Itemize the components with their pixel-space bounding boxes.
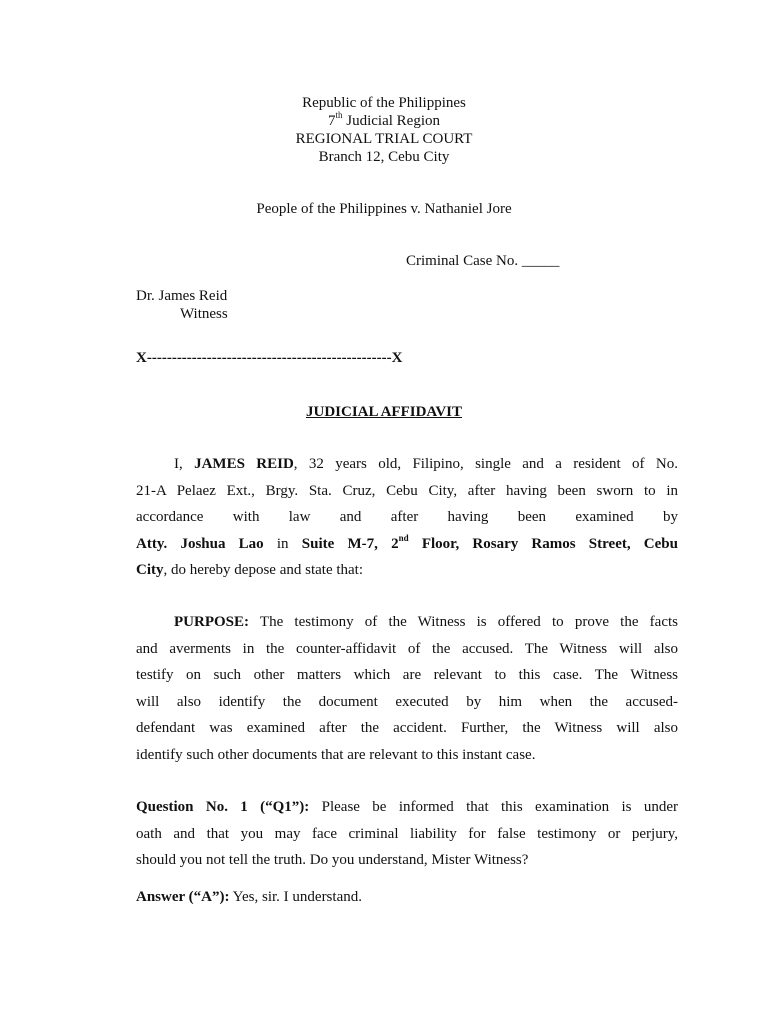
court-header <box>0 94 768 166</box>
question-1 <box>136 794 678 874</box>
intro-line-2: 21-A Pelaez Ext., Brgy. Sta. Cruz, Cebu City, after having been sworn to in <box>136 482 678 499</box>
witness-role: Witness <box>180 306 228 322</box>
question-1-line-2: oath and that you may face criminal liability for false testimony or perjury, <box>136 825 678 842</box>
answer-1-label: Answer (“A”): <box>136 889 230 905</box>
attorney-name: Atty. Joshua Lao <box>136 535 264 552</box>
intro-line-5: City, do hereby depose and state that: <box>136 562 364 578</box>
intro-line-4: Atty. Joshua Lao in Suite M-7, 2nd Floor, Rosary Ramos Street, Cebu <box>136 532 678 552</box>
header-republic: Republic of the Philippines <box>302 95 466 111</box>
header-branch: Branch 12, Cebu City <box>318 149 450 165</box>
purpose-line-5: defendant was examined after the accident. Further, the Witness will also <box>136 720 678 736</box>
document-title: JUDICIAL AFFIDAVIT <box>305 404 462 420</box>
affiant-name: JAMES REID <box>194 456 294 472</box>
purpose-line-6: identify such other documents that are relevant to this instant case. <box>136 746 536 763</box>
purpose-paragraph <box>136 609 678 768</box>
intro-paragraph <box>136 451 678 584</box>
purpose-line-2: and averments in the counter-affidavit of the accused. The Witness will also <box>136 640 678 657</box>
question-1-label: Question No. 1 (“Q1”): <box>136 799 310 815</box>
purpose-line-4: will also identify the document executed by him when the accused- <box>136 693 678 710</box>
caption-separator: X-------------------------------------------------X <box>136 350 403 366</box>
question-1-line-1: Question No. 1 (“Q1”): Please be informed that this examination is under <box>136 799 678 815</box>
header-court-name: REGIONAL TRIAL COURT <box>295 131 473 147</box>
witness-name: Dr. James Reid <box>136 288 228 304</box>
case-title: People of the Philippines v. Nathaniel Jore <box>256 201 512 217</box>
purpose-line-1: PURPOSE: The testimony of the Witness is offered to prove the facts <box>174 614 678 630</box>
intro-line-3: accordance with law and after having been examined by <box>136 509 678 525</box>
purpose-label: PURPOSE: <box>174 614 249 630</box>
purpose-line-3: testify on such other matters which are relevant to this case. The Witness <box>136 667 678 683</box>
question-1-line-3: should you not tell the truth. Do you understand, Mister Witness? <box>136 852 529 868</box>
intro-line-1: I, JAMES REID, 32 years old, Filipino, single and a resident of No. <box>174 456 678 472</box>
criminal-case-number: Criminal Case No. _____ <box>406 253 560 269</box>
header-judicial-region: 7th Judicial Region <box>327 110 440 129</box>
attorney-address: Suite M-7, 2nd Floor, Rosary Ramos Street, Cebu <box>301 532 678 552</box>
answer-1: Answer (“A”): Yes, sir. I understand. <box>136 889 362 905</box>
